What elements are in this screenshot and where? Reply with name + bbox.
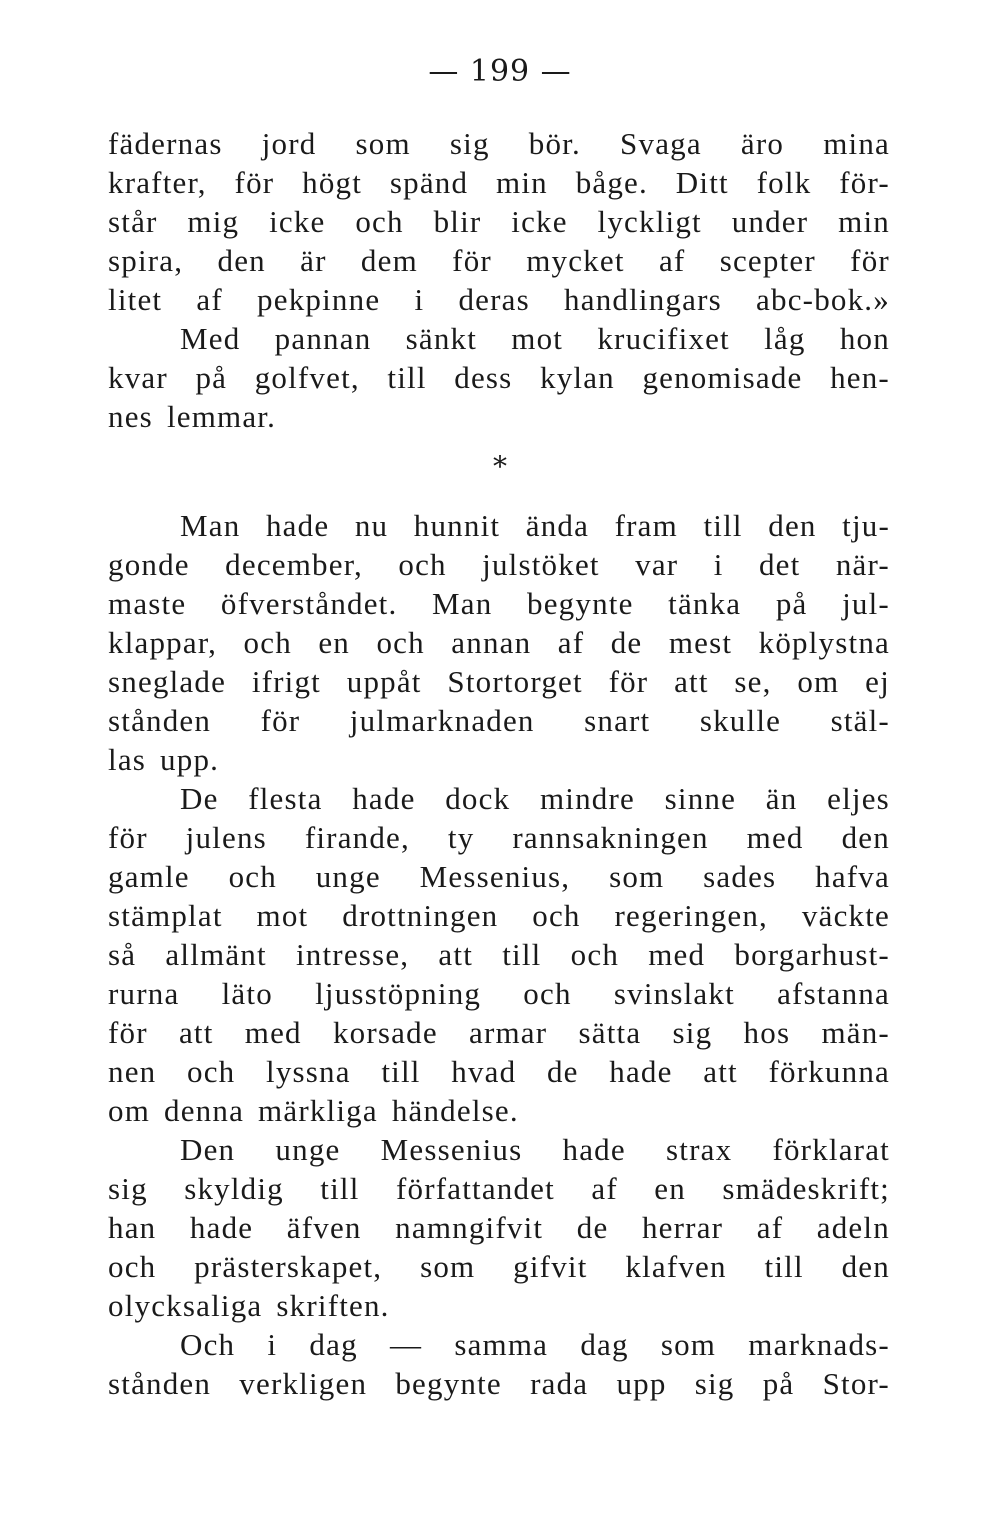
word: den [768,508,817,543]
word: lyssna [266,1054,351,1089]
text-line [108,623,890,662]
word: fädernas [108,126,223,161]
word: denna [164,1093,245,1128]
word: unge [315,859,381,894]
word: krafter, [108,165,207,200]
word: jul- [842,586,890,621]
word: ej [865,664,890,699]
text-line [108,124,890,163]
word: låg [764,321,806,356]
word: och [108,1249,157,1284]
word: verkligen [239,1366,368,1401]
word: till [381,1054,421,1089]
word: äfven [286,1210,362,1245]
word: mot [256,898,309,933]
word: eljes [827,781,890,816]
word: var [635,547,679,582]
word: olycksaliga [108,1288,263,1323]
word: Messenius [380,1132,523,1167]
word: flesta [248,781,323,816]
word: icke [511,204,568,239]
word: för [452,243,492,278]
word: hade [609,1054,673,1089]
word: för [608,664,649,699]
word: den [217,243,266,278]
word: deras [458,282,530,317]
text-line [108,974,890,1013]
word: hon [839,321,890,356]
word: ty [447,820,475,855]
word: bör. [528,126,581,161]
word: mycket [526,243,625,278]
text-line [108,545,890,584]
word: sig [108,1171,148,1206]
word: sätta [578,1015,642,1050]
word: nen [108,1054,157,1089]
word: och [355,204,404,239]
word: Med [180,321,241,356]
word: sneglade [108,664,227,699]
word: mig [187,204,240,239]
word: korsade [332,1015,438,1050]
word: jord [261,126,317,161]
word: De [180,781,219,816]
word: drottningen [342,898,499,933]
word: marknads- [748,1327,890,1362]
word: prästerskapet, [194,1249,383,1284]
word: skyldig [184,1171,284,1206]
word: en [318,625,351,660]
word: blir [433,204,482,239]
word: att [703,1054,738,1089]
word: och [532,898,581,933]
word: äro [740,126,785,161]
word: uppåt [346,664,422,699]
word: hunnit [413,508,501,543]
word: dess [454,360,513,395]
word: i [414,282,425,317]
word: stånden [108,1366,212,1401]
word: klafven [625,1249,727,1284]
word: på [762,1366,795,1401]
word: hen- [830,360,890,395]
word: tänka [668,586,742,621]
word: läto [221,976,273,1011]
word: — [389,1327,423,1362]
word: och [570,937,620,972]
word: skriften. [276,1288,390,1323]
page-number: — 199 — [428,54,572,89]
word: de [546,1054,579,1089]
word: för- [839,165,890,200]
word: borgarhust- [734,937,890,972]
section-separator: * [493,450,507,483]
word: som [355,126,411,161]
word: nes [108,399,153,434]
word: upp [616,1366,667,1401]
text-line [108,1364,890,1403]
text-line [108,1013,890,1052]
word: att [438,937,474,972]
word: julens [185,820,267,855]
text-line [108,163,890,202]
word: pannan [274,321,372,356]
word: sig [449,126,490,161]
text-line [108,818,890,857]
word: som [660,1327,717,1362]
word: spänd [389,165,469,200]
word: af [756,1210,784,1245]
word: högt [302,165,363,200]
word: lemmar. [166,399,277,434]
word: förkunna [768,1054,890,1089]
word: de [576,1210,609,1245]
text-line [108,1247,890,1286]
word: det [758,547,801,582]
word: genomisade [642,360,803,395]
text-line [108,506,890,545]
text-line [108,1286,890,1325]
text-line [108,584,890,623]
word: stäl- [830,703,890,738]
word: är [300,243,327,278]
word: i [267,1327,278,1362]
word: gamle [108,859,190,894]
word: för [108,820,148,855]
word: lyckligt [597,204,702,239]
word: Och [180,1327,236,1362]
word: författandet [395,1171,555,1206]
word: ljusstöpning [315,976,482,1011]
word: intresse, [295,937,410,972]
text-line [108,241,890,280]
word: julstöket [482,547,600,582]
word: Stortorget [447,664,583,699]
word: sades [703,859,777,894]
word: annan [451,625,532,660]
word: stånden [108,703,212,738]
word: sig [694,1366,735,1401]
word: för [260,703,301,738]
word: under [731,204,809,239]
word: en [654,1171,686,1206]
word: att [674,664,709,699]
word: och [187,1054,236,1089]
word: stämplat [108,898,223,933]
word: hade [265,508,330,543]
word: med [648,937,706,972]
word: Ditt [675,165,729,200]
word: julmarknaden [349,703,535,738]
word: och [243,625,292,660]
word: hade [189,1210,254,1245]
word: köplystna [758,625,890,660]
word: med [746,820,804,855]
word: skulle [699,703,782,738]
word: att [178,1015,214,1050]
word: namngifvit [395,1210,544,1245]
word: kylan [540,360,615,395]
word: han [108,1210,157,1245]
word: mest [668,625,733,660]
word: rannsakningen [512,820,709,855]
word: öfverståndet. [220,586,398,621]
word: spira, [108,243,184,278]
word: upp. [160,742,220,777]
word: allmänt [165,937,267,972]
word: armar [469,1015,548,1050]
word: mindre [539,781,635,816]
word: pekpinne [257,282,381,317]
word: af [557,625,585,660]
word: mot [511,321,564,356]
text-line [108,1052,890,1091]
word: den [841,1249,890,1284]
word: smädeskrift; [722,1171,890,1206]
word: firande, [304,820,410,855]
word: klappar, [108,625,218,660]
word: hvad [451,1054,517,1089]
word: dock [445,781,511,816]
word: och [398,547,447,582]
text-line [108,740,890,779]
text-line [108,701,890,740]
word: ända [525,508,590,543]
word: af [591,1171,618,1206]
word: december, [225,547,363,582]
text-section-2 [108,506,890,1403]
word: ifrigt [251,664,321,699]
word: till [764,1249,804,1284]
word: se, [734,664,772,699]
word: af [658,243,686,278]
word: min [838,204,890,239]
word: och [376,625,425,660]
word: för [234,165,275,200]
word: sig [672,1015,713,1050]
word: om [797,664,840,699]
text-line [108,280,890,319]
word: krucifixet [597,321,730,356]
word: rurna [108,976,180,1011]
word: och [523,976,572,1011]
word: Man [180,508,241,543]
word: för [108,1015,148,1050]
word: på [195,360,228,395]
text-line [108,779,890,818]
word: strax [666,1132,733,1167]
word: dag [309,1327,358,1362]
word: till [703,508,743,543]
word: om [108,1093,151,1128]
word: händelse. [391,1093,519,1128]
word: gifvit [513,1249,588,1284]
word: kvar [108,360,168,395]
word: herrar [641,1210,724,1245]
text-line [108,397,890,436]
text-line [108,1325,890,1364]
text-line [108,319,890,358]
word: Den [180,1132,236,1167]
text-section-1 [108,124,890,436]
word: Stor- [822,1366,890,1401]
word: rada [530,1366,589,1401]
word: adeln [816,1210,890,1245]
word: så [108,937,137,972]
word: på [775,586,808,621]
word: båge. [575,165,648,200]
word: förklarat [772,1132,890,1167]
word: begynte [527,586,634,621]
word: hade [352,781,416,816]
text-line [108,662,890,701]
word: sinne [664,781,737,816]
word: scepter [719,243,816,278]
word: Svaga [620,126,702,161]
word: maste [108,586,187,621]
word: samma [454,1327,549,1362]
word: fram [614,508,678,543]
word: än [765,781,798,816]
word: de [610,625,643,660]
word: och [228,859,277,894]
word: gonde [108,547,190,582]
word: med [244,1015,302,1050]
word: afstanna [777,976,890,1011]
word: står [108,204,158,239]
word: regeringen, [614,898,769,933]
word: till [502,937,542,972]
text-line [108,1130,890,1169]
text-line [108,1169,890,1208]
word: litet [108,282,163,317]
word: dag [580,1327,629,1362]
word: las [108,742,147,777]
word: min [496,165,548,200]
word: hade [562,1132,626,1167]
text-line [108,935,890,974]
word: af [196,282,223,317]
text-line [108,1091,890,1130]
word: som [420,1249,476,1284]
word: till [320,1171,360,1206]
word: nu [354,508,389,543]
word: unge [275,1132,341,1167]
word: hos [743,1015,791,1050]
word: när- [835,547,890,582]
word: mina [823,126,890,161]
word: Messenius, [419,859,571,894]
word: märkliga [258,1093,378,1128]
word: män- [821,1015,890,1050]
word: den [841,820,890,855]
word: snart [584,703,651,738]
word: tju- [842,508,890,543]
word: dem [360,243,418,278]
word: folk [756,165,812,200]
text-line [108,1208,890,1247]
word: abc-bok.» [756,282,890,317]
word: för [850,243,890,278]
text-line [108,857,890,896]
word: som [609,859,665,894]
word: svinslakt [613,976,735,1011]
word: i [713,547,724,582]
word: icke [269,204,326,239]
text-line [108,202,890,241]
word: Man [432,586,493,621]
word: handlingars [564,282,722,317]
word: sänkt [405,321,478,356]
word: begynte [395,1366,502,1401]
word: väckte [801,898,890,933]
word: till [387,360,427,395]
word: golfvet, [254,360,360,395]
word: hafva [815,859,890,894]
text-line [108,358,890,397]
text-line [108,896,890,935]
